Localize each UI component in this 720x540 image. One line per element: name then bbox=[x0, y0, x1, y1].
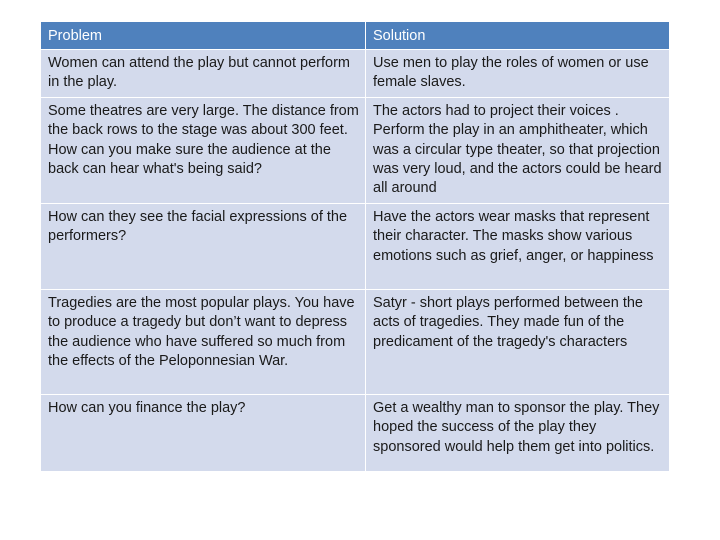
problem-cell: Women can attend the play but cannot perform in the play. bbox=[41, 50, 366, 98]
table-row bbox=[41, 50, 670, 98]
problem-cell: Some theatres are very large. The distance from the back rows to the stage was about 300 feet. How can you make sure the audience at the back can hear what's being said? bbox=[41, 97, 366, 203]
problem-cell: How can you finance the play? bbox=[41, 394, 366, 471]
problem-cell: Tragedies are the most popular plays. You have to produce a tragedy but don’t want to depress the audience who have suffered so much from the effects of the Peloponnesian War. bbox=[41, 289, 366, 394]
header-row bbox=[41, 22, 670, 50]
problem-solution-table bbox=[40, 21, 670, 472]
table-row bbox=[41, 203, 670, 289]
table-row bbox=[41, 289, 670, 394]
solution-cell: Have the actors wear masks that represent their character. The masks show various emotions such as grief, anger, or happiness bbox=[366, 203, 670, 289]
solution-cell: Use men to play the roles of women or use female slaves. bbox=[366, 50, 670, 98]
header-solution: Solution bbox=[366, 22, 670, 50]
problem-cell: How can they see the facial expressions of the performers? bbox=[41, 203, 366, 289]
table-row bbox=[41, 97, 670, 203]
header-problem: Problem bbox=[41, 22, 366, 50]
solution-cell: Get a wealthy man to sponsor the play. They hoped the success of the play they sponsored would help them get into politics. bbox=[366, 394, 670, 471]
table-row bbox=[41, 394, 670, 471]
solution-cell: The actors had to project their voices . Perform the play in an amphitheater, which was a circular type theater, so that projection was very loud, and the actors could be heard all around bbox=[366, 97, 670, 203]
solution-cell: Satyr - short plays performed between the acts of tragedies. They made fun of the predicament of the tragedy's characters bbox=[366, 289, 670, 394]
